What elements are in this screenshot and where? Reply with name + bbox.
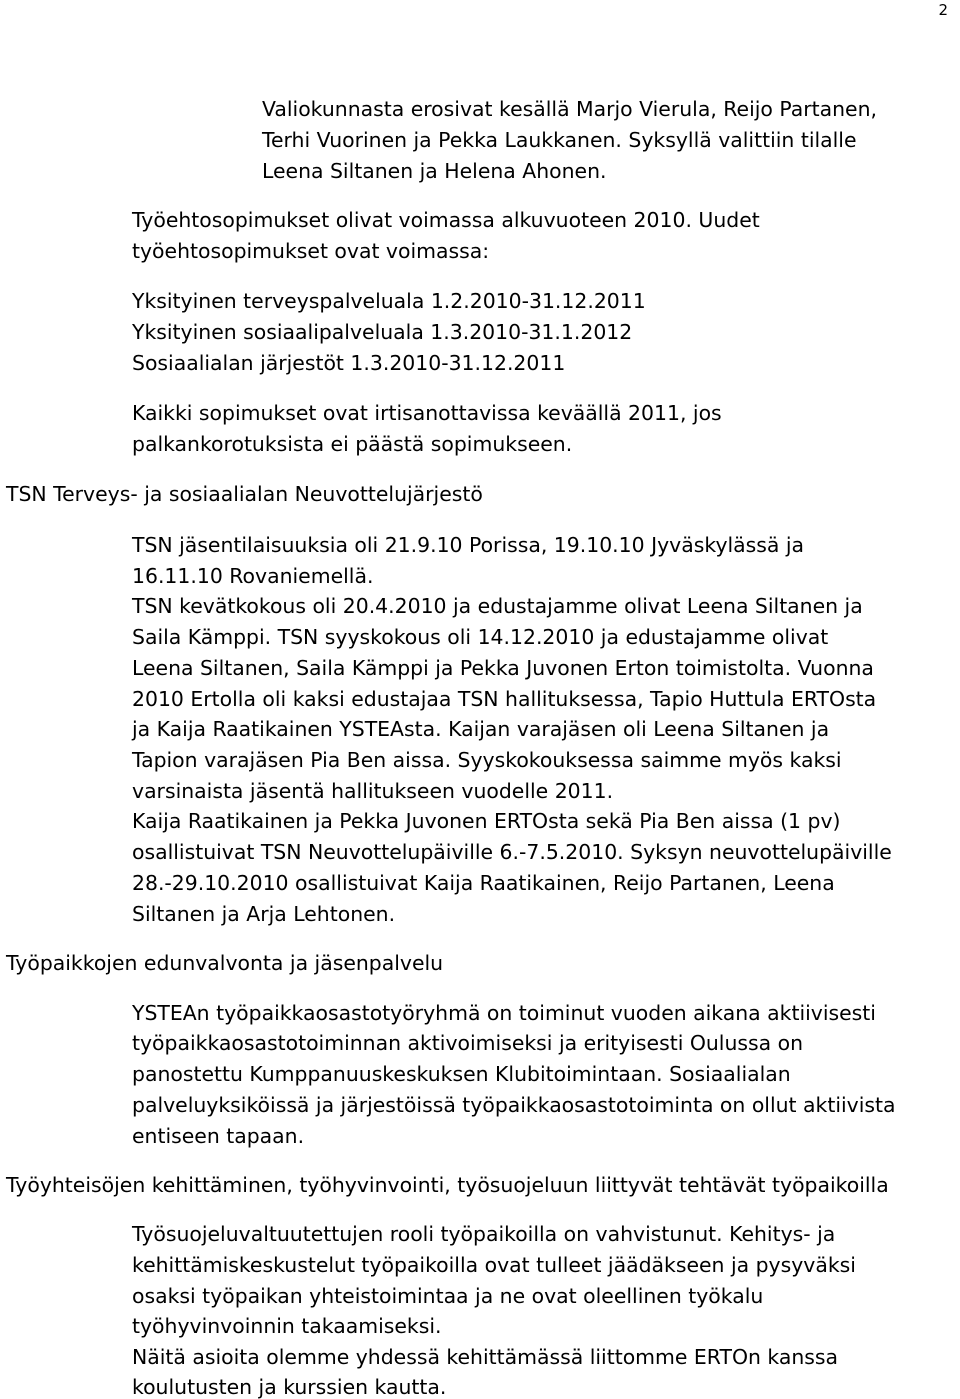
text-line: Tapion varajäsen Pia Ben aissa. Syyskokouksessa saimme myös kaksi	[132, 748, 842, 772]
agreement-line: Yksityinen terveyspalveluala 1.2.2010-31.12.2011	[132, 289, 646, 313]
text-line: Saila Kämppi. TSN syyskokous oli 14.12.2010 ja edustajamme olivat	[132, 625, 829, 649]
text-line: osallistuivat TSN Neuvottelupäiville 6.-7.5.2010. Syksyn neuvottelupäiville	[132, 840, 892, 864]
text-line: varsinaista jäsentä hallitukseen vuodelle 2011.	[132, 779, 614, 803]
text-line: ja Kaija Raatikainen YSTEAsta. Kaijan varajäsen oli Leena Siltanen ja	[132, 717, 830, 741]
text-line: Siltanen ja Arja Lehtonen.	[132, 902, 396, 926]
text-line: työhyvinvoinnin takaamiseksi.	[132, 1314, 442, 1338]
text-line: Leena Siltanen ja Helena Ahonen.	[262, 159, 607, 183]
text-line: 2010 Ertolla oli kaksi edustajaa TSN hallituksessa, Tapio Huttula ERTOsta	[132, 687, 877, 711]
page-number: 2	[938, 1, 948, 19]
text-line: kehittämiskeskustelut työpaikoilla ovat tulleet jäädäkseen ja pysyväksi	[132, 1253, 856, 1277]
text-line: työehtosopimukset ovat voimassa:	[132, 239, 490, 263]
section-heading: Työyhteisöjen kehittäminen, työhyvinvointi, työsuojeluun liittyvät tehtävät työpaikoilla	[6, 1173, 889, 1197]
text-line: entiseen tapaan.	[132, 1124, 305, 1148]
section-heading: TSN Terveys- ja sosiaalialan Neuvottelujärjestö	[6, 482, 483, 506]
text-line: 16.11.10 Rovaniemellä.	[132, 564, 374, 588]
text-line: palkankorotuksista ei päästä sopimukseen.	[132, 432, 573, 456]
agreement-line: Sosiaalialan järjestöt 1.3.2010-31.12.2011	[132, 351, 566, 375]
text-line: YSTEAn työpaikkaosastotyöryhmä on toiminut vuoden aikana aktiivisesti	[132, 1001, 876, 1025]
text-line: Näitä asioita olemme yhdessä kehittämässä liittomme ERTOn kanssa	[132, 1345, 839, 1369]
text-line: palveluyksiköissä ja järjestöissä työpaikkaosastotoiminta on ollut aktiivista	[132, 1093, 896, 1117]
text-line: Työsuojeluvaltuutettujen rooli työpaikoilla on vahvistunut. Kehitys- ja	[132, 1222, 836, 1246]
section-heading: Työpaikkojen edunvalvonta ja jäsenpalvelu	[6, 951, 444, 975]
text-line: Työehtosopimukset olivat voimassa alkuvuoteen 2010. Uudet	[132, 208, 760, 232]
text-line: Leena Siltanen, Saila Kämppi ja Pekka Juvonen Erton toimistolta. Vuonna	[132, 656, 874, 680]
text-line: Kaija Raatikainen ja Pekka Juvonen ERTOsta sekä Pia Ben aissa (1 pv)	[132, 809, 841, 833]
agreement-line: Yksityinen sosiaalipalveluala 1.3.2010-31.1.2012	[132, 320, 633, 344]
text-line: Valiokunnasta erosivat kesällä Marjo Vierula, Reijo Partanen,	[262, 97, 877, 121]
text-line: Kaikki sopimukset ovat irtisanottavissa keväällä 2011, jos	[132, 401, 722, 425]
text-line: panostettu Kumppanuuskeskuksen Klubitoimintaan. Sosiaalialan	[132, 1062, 791, 1086]
text-line: osaksi työpaikan yhteistoimintaa ja ne ovat oleellinen työkalu	[132, 1284, 764, 1308]
text-line: 28.-29.10.2010 osallistuivat Kaija Raatikainen, Reijo Partanen, Leena	[132, 871, 835, 895]
text-line: työpaikkaosastotoiminnan aktivoimiseksi ja erityisesti Oulussa on	[132, 1031, 804, 1055]
text-line: koulutusten ja kurssien kautta.	[132, 1375, 447, 1399]
text-line: TSN jäsentilaisuuksia oli 21.9.10 Porissa, 19.10.10 Jyväskylässä ja	[132, 533, 805, 557]
text-line: Terhi Vuorinen ja Pekka Laukkanen. Syksyllä valittiin tilalle	[262, 128, 857, 152]
text-line: TSN kevätkokous oli 20.4.2010 ja edustajamme olivat Leena Siltanen ja	[132, 594, 863, 618]
